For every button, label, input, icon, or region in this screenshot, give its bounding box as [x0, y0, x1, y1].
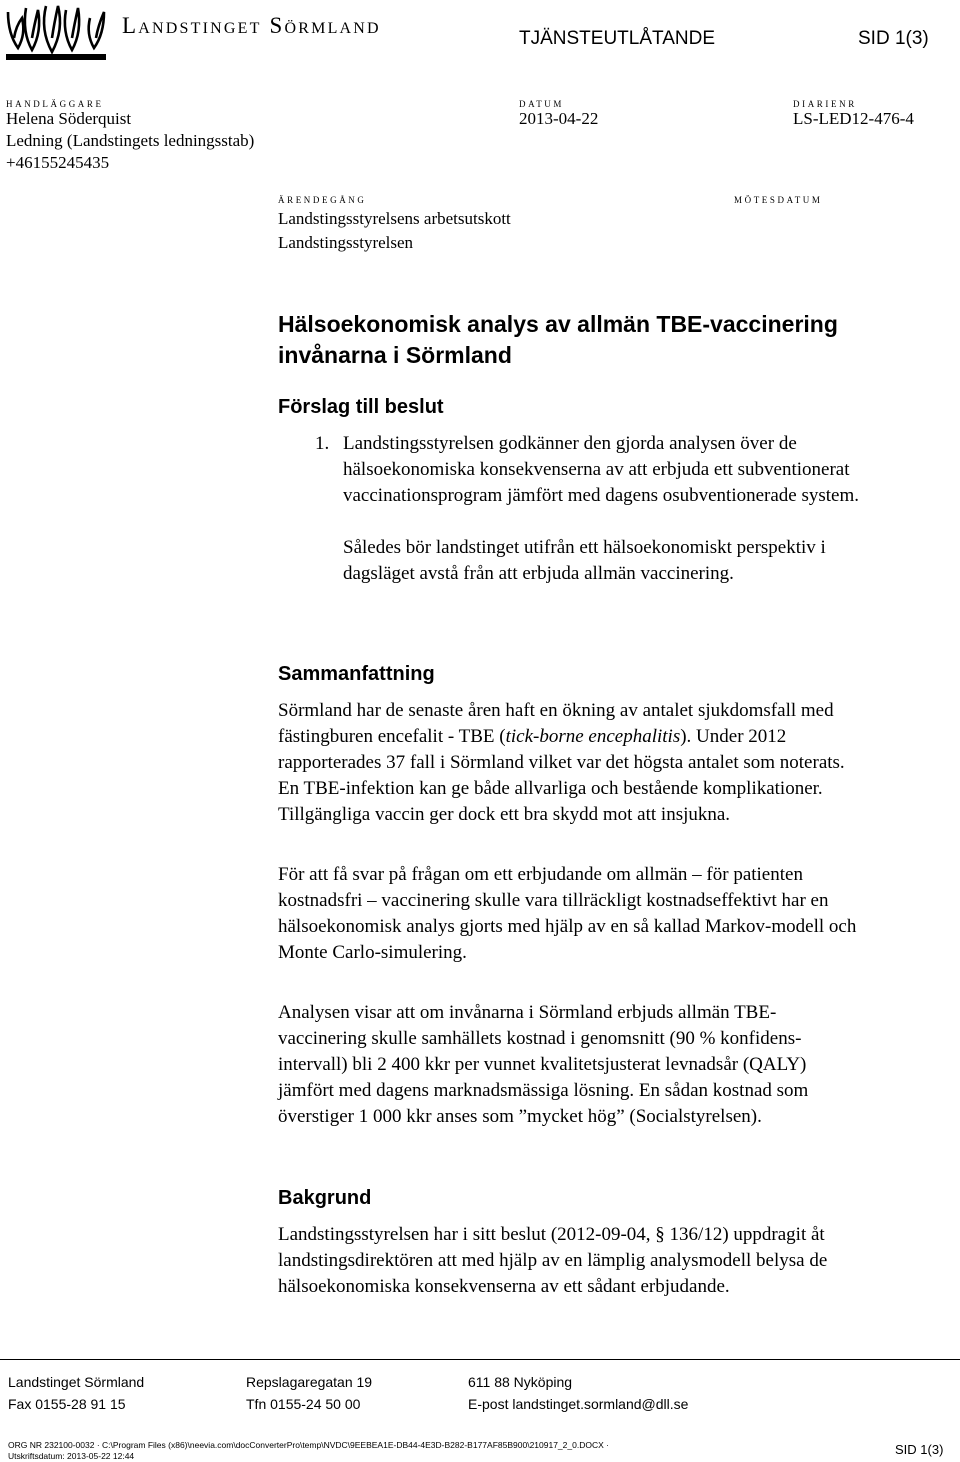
paragraph-line: rapporterades 37 fall i Sörmland vilket var det högsta antalet som noterats.: [278, 752, 845, 773]
paragraph-line: kostnadsfri – vaccinering skulle vara tillräckligt kostnadseffektivt har en: [278, 890, 829, 911]
footer-divider: [0, 1359, 960, 1360]
crown-logo-icon: [4, 4, 108, 64]
fine-print-line: Utskriftsdatum: 2013-05-22 12:44: [8, 1451, 135, 1461]
paragraph-line: landstingsdirektören att med hjälp av en lämplig analysmodell belysa de: [278, 1250, 828, 1271]
diarienr-label: DIARIENR: [793, 99, 857, 109]
footer-street: Repslagaregatan 19: [246, 1374, 373, 1390]
datum-value: 2013-04-22: [519, 109, 599, 128]
footer-fax: Fax 0155-28 91 15: [8, 1396, 126, 1412]
footer-postal: 611 88 Nyköping: [468, 1374, 573, 1390]
footer-page-indicator: SID 1(3): [895, 1442, 944, 1457]
paragraph-line: fästingburen encefalit - TBE (tick-borne encephalitis). Under 2012: [278, 726, 787, 747]
footer-email: E-post landstinget.sormland@dll.se: [468, 1396, 689, 1412]
sammanfattning-paragraph-1: [278, 698, 845, 828]
footer-fine-print: [8, 1440, 609, 1462]
sammanfattning-paragraph-2: [278, 862, 856, 966]
document-type: TJÄNSTEUTLÅTANDE: [519, 28, 716, 49]
paragraph-line: Monte Carlo-simulering.: [278, 942, 467, 963]
footer-phone: Tfn 0155-24 50 00: [246, 1396, 361, 1412]
handlaggare-unit: Ledning (Landstingets ledningsstab): [6, 131, 255, 150]
page-indicator: SID 1(3): [858, 28, 929, 49]
forslag-item-line: vaccinationsprogram jämfört med dagens osubventionerade system.: [343, 485, 860, 506]
forslag-item-line: Landstingsstyrelsen godkänner den gjorda analysen över de: [343, 433, 797, 454]
paragraph-line: hälsoekonomisk analys gjorts med hjälp av en så kallad Markov-modell och: [278, 916, 857, 937]
title-line-1: Hälsoekonomisk analys av allmän TBE-vaccinering: [278, 311, 838, 337]
arendegang-label: ÄRENDEGÅNG: [278, 195, 367, 205]
paragraph-line: För att få svar på frågan om ett erbjudande om allmän – för patienten: [278, 864, 803, 885]
paragraph-line: Sörmland har de senaste åren haft en ökning av antalet sjukdomsfall med: [278, 700, 834, 721]
paragraph-line: Analysen visar att om invånarna i Sörmland erbjuds allmän TBE-: [278, 1002, 777, 1023]
forslag-item-number: 1.: [315, 433, 330, 454]
paragraph-line: hälsoekonomiska konsekvenserna av ett sådant erbjudande.: [278, 1276, 730, 1297]
paragraph-line: Landstingsstyrelsen har i sitt beslut (2012-09-04, § 136/12) uppdragit åt: [278, 1224, 825, 1245]
arendegang-step-2: Landstingsstyrelsen: [278, 233, 414, 252]
paragraph-line: överstiger 1 000 kkr anses som ”mycket hög” (Socialstyrelsen).: [278, 1106, 762, 1127]
bakgrund-paragraph: [278, 1222, 827, 1300]
paragraph-line: intervall) bli 2 400 kkr per vunnet kvalitetsjusterat levnadsår (QALY): [278, 1054, 807, 1075]
arendegang-step-1: Landstingsstyrelsens arbetsutskott: [278, 209, 511, 228]
paragraph-line: jämfört med dagens marknadsmässiga lösning. En sådan kostnad som: [278, 1080, 809, 1101]
handlaggare-name: Helena Söderquist: [6, 109, 132, 128]
forslag-follow-line: Således bör landstinget utifrån ett hälsoekonomiskt perspektiv i: [343, 537, 826, 558]
org-name: Landstinget Sörmland: [122, 13, 381, 38]
handlaggare-phone: +46155245435: [6, 153, 110, 172]
forslag-heading: Förslag till beslut: [278, 396, 444, 418]
paragraph-line: Tillgängliga vaccin ger dock ett bra skydd mot att insjukna.: [278, 804, 731, 825]
diarienr-value: LS-LED12-476-4: [793, 109, 914, 128]
motesdatum-label: MÖTESDATUM: [734, 195, 823, 205]
sammanfattning-heading: Sammanfattning: [278, 663, 435, 685]
forslag-item-line: hälsoekonomiska konsekvenserna av att erbjuda ett subventionerat: [343, 459, 850, 480]
forslag-item-text: [343, 431, 859, 509]
logo: [4, 4, 108, 64]
sammanfattning-paragraph-3: [278, 1000, 808, 1130]
paragraph-line: vaccinering skulle samhällets kostnad i genomsnitt (90 % konfidens-: [278, 1028, 802, 1049]
footer-org: Landstinget Sörmland: [8, 1374, 145, 1390]
bakgrund-heading: Bakgrund: [278, 1187, 372, 1209]
fine-print-line: ORG NR 232100-0032 · C:\Program Files (x86)\neevia.com\docConverterPro\temp\NVDC\9EEBEA1E-DB44-4E3D-B282-B177AF85B900\210917_2_0.DOCX ·: [8, 1440, 609, 1450]
title-line-2: invånarna i Sörmland: [278, 342, 512, 368]
handlaggare-label: HANDLÄGGARE: [6, 99, 104, 109]
paragraph-line: En TBE-infektion kan ge både allvarliga och bestående komplikationer.: [278, 778, 823, 799]
forslag-follow-text: [343, 535, 826, 587]
document-title: [278, 309, 838, 371]
datum-label: DATUM: [519, 99, 565, 109]
forslag-follow-line: dagsläget avstå från att erbjuda allmän vaccinering.: [343, 563, 734, 584]
